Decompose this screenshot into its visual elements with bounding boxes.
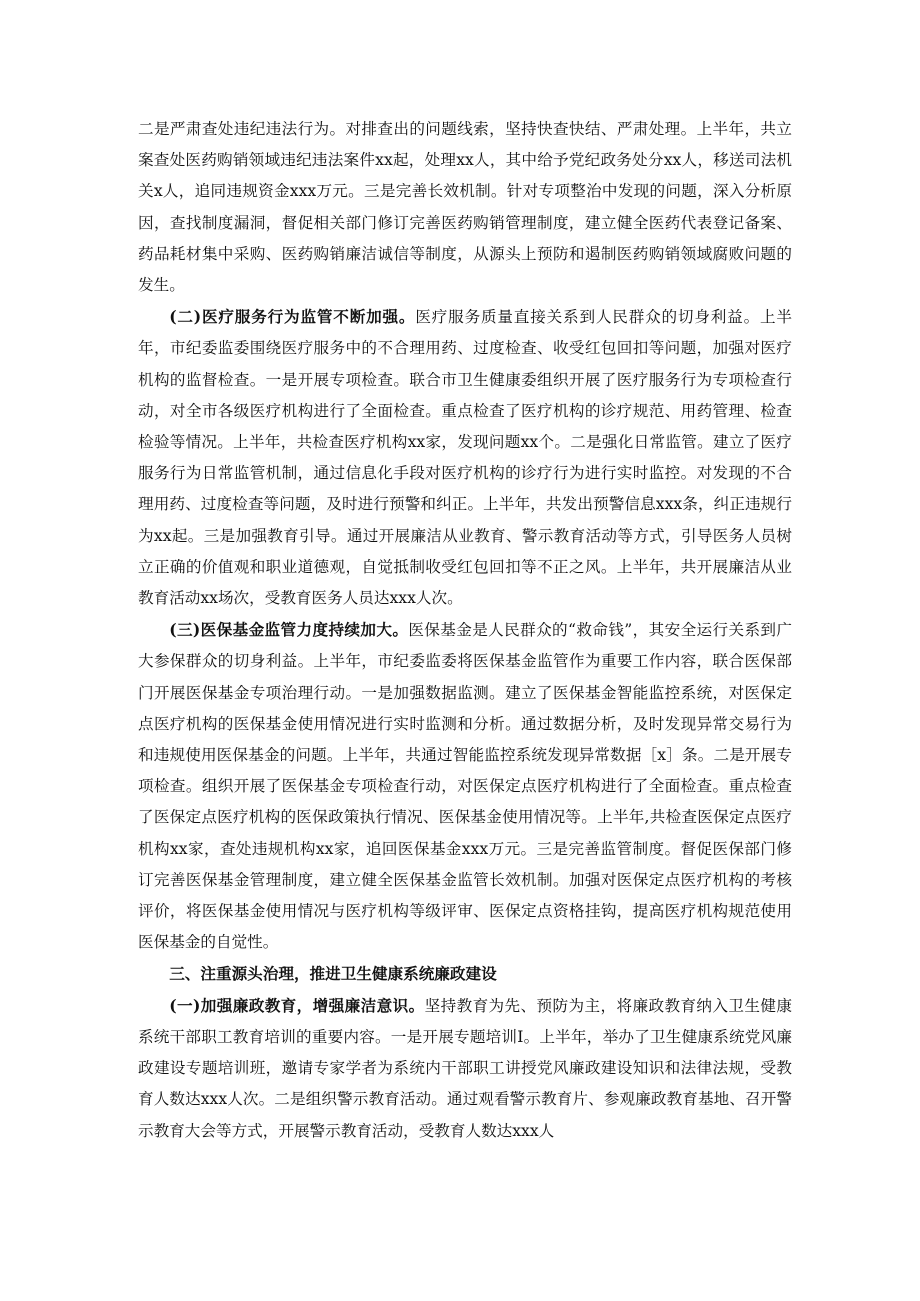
paragraph-4 [138, 990, 792, 1147]
paragraph-2-heading: (二)医疗服务行为监管不断加强。 [169, 307, 416, 327]
paragraph-2-text: 医疗服务质量直接关系到人民群众的切身利益。上半年，市纪委监委围绕医疗服务中的不合理用药、过度检查、收受红包回扣等问题，加强对医疗机构的监督检查。一是开展专项检查。联合市卫生健康委组织开展了医疗服务行为专项检查行动，对全市各级医疗机构进行了全面检查。重点检查了医疗机构的诊疗规范、用药管理、检查检验等情况。上半年，共检查医疗机构xx家，发现问题xx个。二是强化日常监管。建立了医疗服务行为日常监管机制，通过信息化手段对医疗机构的诊疗行为进行实时监控。对发现的不合理用药、过度检查等问题，及时进行预警和纠正。上半年，共发出预警信息xxx条，纠正违规行为xx起。三是加强教育引导。通过开展廉洁从业教育、警示教育活动等方式，引导医务人员树立正确的价值观和职业道德观，自觉抵制收受红包回扣等不正之风。上半年，共开展廉洁从业教育活动xx场次，受教育医务人员达xxx人次。 [138, 308, 792, 608]
paragraph-3-text: 医保基金是人民群众的“救命钱”，其安全运行关系到广大参保群众的切身利益。上半年，市纪委监委将医保基金监管作为重要工作内容，联合医保部门开展医保基金专项治理行动。一是加强数据监测。建立了医保基金智能监控系统，对医保定点医疗机构的医保基金使用情况进行实时监测和分析。通过数据分析，及时发现异常交易行为和违规使用医保基金的问题。上半年，共通过智能监控系统发现异常数据［x］条。二是开展专项检查。组织开展了医保基金专项检查行动，对医保定点医疗机构进行了全面检查。重点检查了医保定点医疗机构的医保政策执行情况、医保基金使用情况等。上半年,共检查医保定点医疗机构xx家，查处违规机构xx家，追回医保基金xxx万元。三是完善监管制度。督促医保部门修订完善医保基金管理制度，建立健全医保基金监管长效机制。加强对医保定点医疗机构的考核评价，将医保基金使用情况与医疗机构等级评审、医保定点资格挂钩，提高医疗机构规范使用医保基金的自觉性。 [138, 621, 792, 952]
document-body [138, 114, 792, 1147]
paragraph-2 [138, 301, 792, 614]
paragraph-4-text: 坚持教育为先、预防为主，将廉政教育纳入卫生健康系统干部职工教育培训的重要内容。一是开展专题培训I。上半年，举办了卫生健康系统党风廉政建设专题培训班，邀请专家学者为系统内干部职工讲授党风廉政建设知识和法律法规，受教育人数达xxx人次。二是组织警示教育活动。通过观看警示教育片、参观廉政教育基地、召开警示教育大会等方式，开展警示教育活动，受教育人数达xxx人 [138, 996, 792, 1140]
paragraph-3 [138, 614, 792, 958]
paragraph-1: 二是严肃查处违纪违法行为。对排查出的问题线索，坚持快查快结、严肃处理。上半年，共立案查处医药购销领域违纪违法案件xx起，处理xx人，其中给予党纪政务处分xx人，移送司法机关x人，追同违规资金xxx万元。三是完善长效机制。针对专项整治中发现的问题，深入分析原因，查找制度漏洞，督促相关部门修订完善医药购销管理制度，建立健全医药代表登记备案、药品耗材集中采购、医药购销廉洁诚信等制度，从源头上预防和遏制医药购销领域腐败问题的发生。 [138, 120, 792, 295]
section-heading: 三、注重源头治理，推进卫生健康系统廉政建设 [169, 964, 497, 984]
paragraph-3-heading: (三)医保基金监管力度持续加大。 [169, 620, 409, 640]
paragraph-4-heading: (一)加强廉政教育，增强廉洁意识。 [169, 995, 425, 1015]
